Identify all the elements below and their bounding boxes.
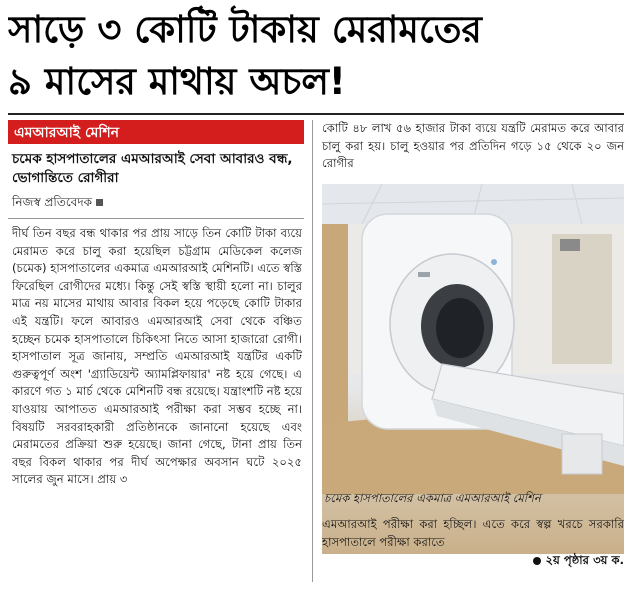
- byline-text: নিজস্ব প্রতিবেদক: [12, 195, 93, 209]
- right-column: [322, 120, 624, 567]
- headline-line-1: সাড়ে ৩ কোটি টাকায় মেরামতের: [8, 8, 482, 51]
- column-divider: [312, 120, 313, 582]
- subheadline: চমেক হাসপাতালের এমআরআই সেবা আবারও বন্ধ, ভোগান্তিতে রোগীরা: [12, 151, 293, 186]
- kicker-label: এমআরআই মেশিন: [8, 120, 304, 144]
- photo-caption: চমেক হাসপাতালের একমাত্র এমআরআই মেশিন: [324, 491, 541, 505]
- mri-machine-illustration: [322, 184, 624, 494]
- article-body-left: দীর্ঘ তিন বছর বন্ধ থাকার পর প্রায় সাড়ে তিন কোটি টাকা ব্যয়ে মেরামত করে চালু করা হয়েছিল চট্টগ্রাম মেডিকেল কলেজ (চমেক) হাসপাতালের একমাত্র এমআরআই মেশিনটি। এতে স্বস্তি ফিরেছিল রোগীদের মধ্যে। কিন্তু সেই স্বস্তি স্থায়ী হলো না। চালুর মাত্র নয় মাসের মাথায় আবার বিকল হয়ে পড়েছে কোটি টাকার এই যন্ত্রটি। ফলে আবারও এমআরআই সেবা থেকে বঞ্চিত হচ্ছেন চমেক হাসপাতালে চিকিৎসা নিতে আসা হাজারো রোগী। হাসপাতাল সূত্র জানায়, সম্প্রতি এমআরআই যন্ত্রটির একটি গুরুত্বপূর্ণ অংশ 'গ্র্যাডিয়েন্ট অ্যামপ্লিফায়ার' নষ্ট হয়ে গেছে। এ কারণে গত ১ মার্চ থেকে মেশিনটি বন্ধ রয়েছে। যন্ত্রাংশটি নষ্ট হয়ে যাওয়ায় আপাতত এমআরআই পরীক্ষা করা সম্ভব হচ্ছে না। বিষয়টি সরবরাহকারী প্রতিষ্ঠানকে জানানো হয়েছে এবং মেরামতের প্রক্রিয়া শুরু হয়েছে। জানা গেছে, টানা প্রায় তিন বছর বিকল থাকার পর দীর্ঘ অপেক্ষার অবসান ঘটে ২০২৫ সালের জুন মাসে। প্রায় ৩: [12, 226, 302, 487]
- byline: [8, 194, 304, 210]
- left-column: [8, 120, 304, 489]
- article-body-right-bottom: এমআরআই পরীক্ষা করা হচ্ছিল। এতে করে স্বল্প খরচে সরকারি হাসপাতালে পরীক্ষা করাতে: [322, 517, 624, 549]
- article-body-right-top: কোটি ৪৮ লাখ ৫৬ হাজার টাকা ব্যয়ে যন্ত্রটি মেরামত করে আবার চালু করা হয়। চালু হওয়ার পর প্রতিদিন গড়ে ১৫ থেকে ২০ জন রোগীর: [322, 121, 624, 171]
- headline-rule: [8, 113, 624, 115]
- headline: [8, 4, 624, 108]
- byline-square-icon: [96, 199, 103, 206]
- headline-line-2: ৯ মাসের মাথায় অচল!: [8, 60, 346, 103]
- bullet-icon: [533, 557, 541, 565]
- continued-text: ২য় পৃষ্ঠার ৩য় ক.: [545, 553, 624, 567]
- continued-on-page: [533, 552, 624, 571]
